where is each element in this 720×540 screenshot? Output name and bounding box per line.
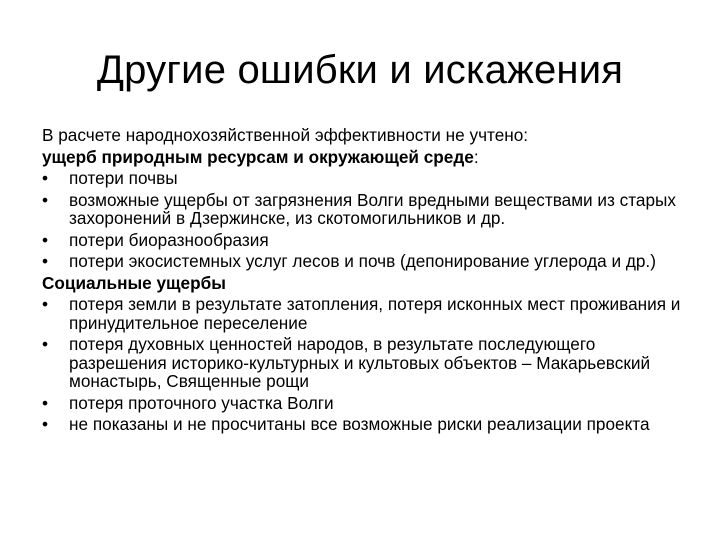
bullet-text: потери почвы bbox=[69, 168, 178, 188]
bullet-dot: • bbox=[42, 294, 49, 314]
bullet-dot: • bbox=[42, 229, 49, 250]
bullet-text: не показаны и не просчитаны все возможные риски реализации проекта bbox=[69, 414, 650, 434]
bullet-text: возможные ущербы от загрязнения Волги вредными веществами из старых захоронений в Дзержинске, из скотомогильников и др. bbox=[69, 189, 676, 228]
bullet-dot: • bbox=[42, 189, 49, 210]
bullet-text: потери экосистемных услуг лесов и почв (депонирование углерода и др.) bbox=[69, 251, 656, 271]
bullet-dot: • bbox=[42, 168, 49, 188]
section-heading-social: Социальные ущербы bbox=[42, 272, 226, 293]
bullet-text: потеря проточного участка Волги bbox=[69, 392, 334, 413]
bullet-dot: • bbox=[42, 392, 49, 413]
bullet-item bbox=[42, 415, 682, 434]
bullet-item bbox=[42, 191, 682, 228]
bullet-dot: • bbox=[42, 334, 49, 354]
bullet-text: потеря земли в результате затопления, потеря исконных мест проживания и принудительное переселение bbox=[69, 294, 681, 333]
bullet-item bbox=[42, 335, 682, 391]
bullet-item bbox=[42, 231, 682, 250]
bullet-dot: • bbox=[42, 251, 49, 271]
slide-title: Другие ошибки и искажения bbox=[96, 48, 624, 92]
bullet-item bbox=[42, 295, 682, 332]
bullet-text: потери биоразнообразия bbox=[69, 229, 269, 250]
intro-text: В расчете народнохозяйственной эффективности не учтено: bbox=[42, 125, 529, 145]
bullet-item bbox=[42, 394, 682, 413]
bullet-dot: • bbox=[42, 414, 49, 434]
slide-body bbox=[42, 126, 682, 437]
bullet-item bbox=[42, 252, 682, 271]
section-heading-environment-text: ущерб природным ресурсам и окружающей среде bbox=[42, 146, 474, 167]
section-heading-environment bbox=[42, 148, 682, 167]
section-heading-environment-colon: : bbox=[473, 146, 479, 167]
bullet-text: потеря духовных ценностей народов, в результате последующего разрешения историко-культурных и культовых объектов – Макарьевский монастырь, Священные рощи bbox=[69, 334, 651, 391]
bullet-item bbox=[42, 169, 682, 188]
